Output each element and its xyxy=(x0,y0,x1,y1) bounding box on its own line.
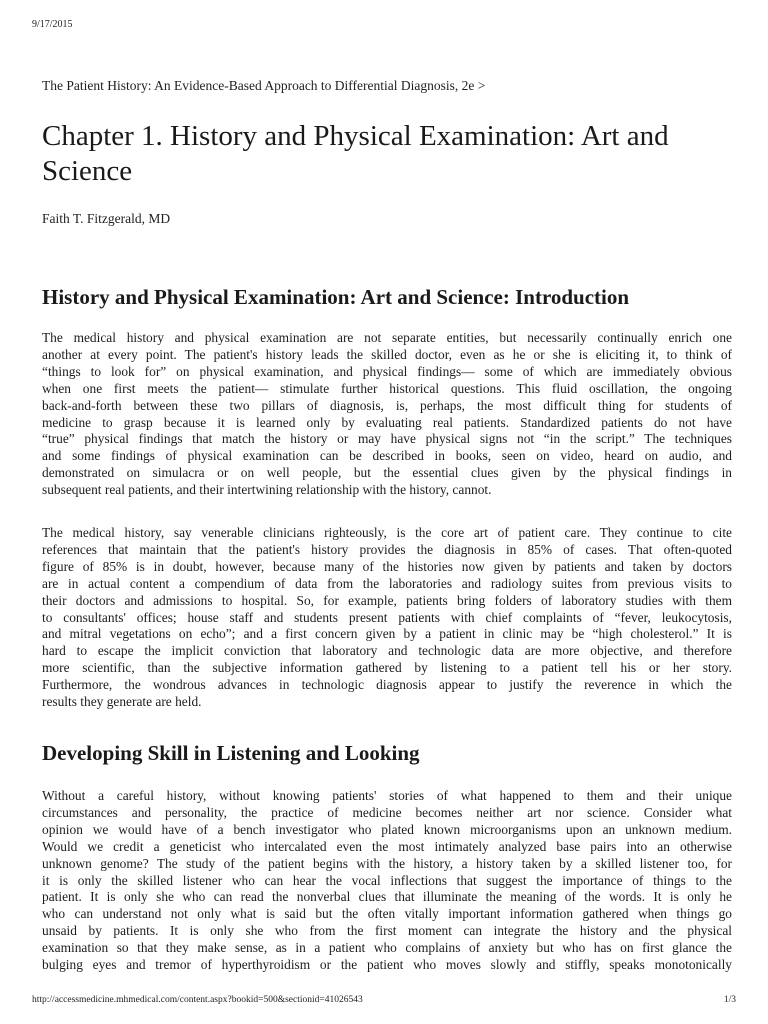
footer-url[interactable]: http://accessmedicine.mhmedical.com/content.aspx?bookid=500&sectionid=41026543 xyxy=(32,995,363,1005)
text-line: “things to look for” on physical examination, and physical findings— some of which are immediately obvious xyxy=(42,363,732,379)
text-line: opinion we would have of a bench investigator who plated known microorganisms upon an unknown medium. xyxy=(42,821,732,837)
breadcrumb[interactable]: The Patient History: An Evidence-Based Approach to Differential Diagnosis, 2e > xyxy=(42,78,486,93)
text-line: unsaid by patients. It is only she who from the first moment can integrate the history and the physical xyxy=(42,923,732,939)
print-date: 9/17/2015 xyxy=(32,19,73,30)
page-number: 1/3 xyxy=(723,995,736,1005)
text-line: it is only the skilled listener who can hear the vocal inflections that suggest the importance of things to the xyxy=(42,872,732,888)
text-line: and some findings of physical examination can be described in books, seen on video, heard on audio, and xyxy=(42,448,732,464)
text-line: to consultants' offices; house staff and students present patients with chief complaints of “fever, leukocytosis, xyxy=(42,609,732,625)
text-line: The medical history, say venerable clinicians righteously, is the core art of patient care. They continue to cite xyxy=(42,525,732,540)
section-heading-listening-looking: Developing Skill in Listening and Looking xyxy=(42,741,420,765)
text-line: another at every point. The patient's history leads the skilled doctor, even as he or she is eliciting it, to think of xyxy=(42,346,732,362)
text-line: results they generate are held. xyxy=(42,694,202,710)
text-line: references that maintain that the patient's history provides the diagnosis in 85% of cases. That often-quoted xyxy=(42,541,732,557)
author-byline: Faith T. Fitzgerald, MD xyxy=(42,211,171,226)
text-line: “true” physical findings that match the history or may have physical signs not “in the script.” The techniques xyxy=(42,431,732,447)
text-line: more scientific, than the subjective information gathered by listening to a patient tell his or her story. xyxy=(42,660,732,676)
paragraph-listening-1 xyxy=(42,788,732,974)
paragraph-intro-2 xyxy=(42,525,732,711)
text-line: unknown genome? The study of the patient begins with the history, a history taken by a skilled listener too, for xyxy=(42,855,732,871)
chapter-title: Chapter 1. History and Physical Examination: Art and Science xyxy=(42,120,669,187)
text-line: when one first meets the patient— stimulate further historical questions. This fluid oscillation, the ongoing xyxy=(42,380,732,396)
section-heading-introduction: History and Physical Examination: Art and Science: Introduction xyxy=(42,285,630,309)
text-line: are in actual content a compendium of data from the laboratories and radiology suites from previous visits to xyxy=(42,575,732,591)
text-line: hard to escape the implicit conviction that laboratory and technologic data are more objective, and therefore xyxy=(42,643,732,659)
text-line: demonstrated on simulacra or on well people, but the essential clues given by the physical findings in xyxy=(42,465,732,481)
text-line: patient. It is only she who can read the nonverbal clues that illuminate the meaning of the words. It is only he xyxy=(42,889,732,905)
text-line: bulging eyes and tremor of hyperthyroidism or the patient who moves slowly and stiffly, speaks monotonically xyxy=(42,957,732,973)
text-line: Without a careful history, without knowing patients' stories of what happened to them and their unique xyxy=(42,788,732,803)
text-line: Furthermore, the wondrous advances in technologic diagnosis appear to justify the reverence in which the xyxy=(42,677,732,693)
text-line: who can understand not only what is said but the often vitally important information gathered when things go xyxy=(42,906,732,922)
text-line: back-and-forth between these two pillars of diagnosis, is, perhaps, the most difficult thing for students of xyxy=(42,397,732,413)
text-line: examination so that they make sense, as in a patient who complains of anxiety but who has on first glance the xyxy=(42,940,732,956)
paragraph-intro-1 xyxy=(42,330,732,499)
text-line: Would we credit a geneticist who intercalated even the most intimately analyzed base pairs into an otherwise xyxy=(42,838,732,854)
text-line: medicine to grasp because it is learned only by evaluating real patients. Standardized patients do not have xyxy=(42,414,732,430)
text-line: figure of 85% is in doubt, however, because many of the histories now given by patients and taken by doctors xyxy=(42,558,732,574)
text-line: their doctors and admissions to hospital. So, for example, patients bring folders of laboratory studies with them xyxy=(42,592,732,608)
text-line: subsequent real patients, and their intertwining relationship with the history, cannot. xyxy=(42,482,492,498)
text-line: The medical history and physical examination are not separate entities, but necessarily continually enrich one xyxy=(42,330,732,345)
text-line: and mitral vegetations on echo”; and a first concern given by a patient in clinic may be “high cholesterol.” It is xyxy=(42,626,732,642)
text-line: circumstances and personality, the practice of medicine becomes neither art nor science. Consider what xyxy=(42,804,732,820)
